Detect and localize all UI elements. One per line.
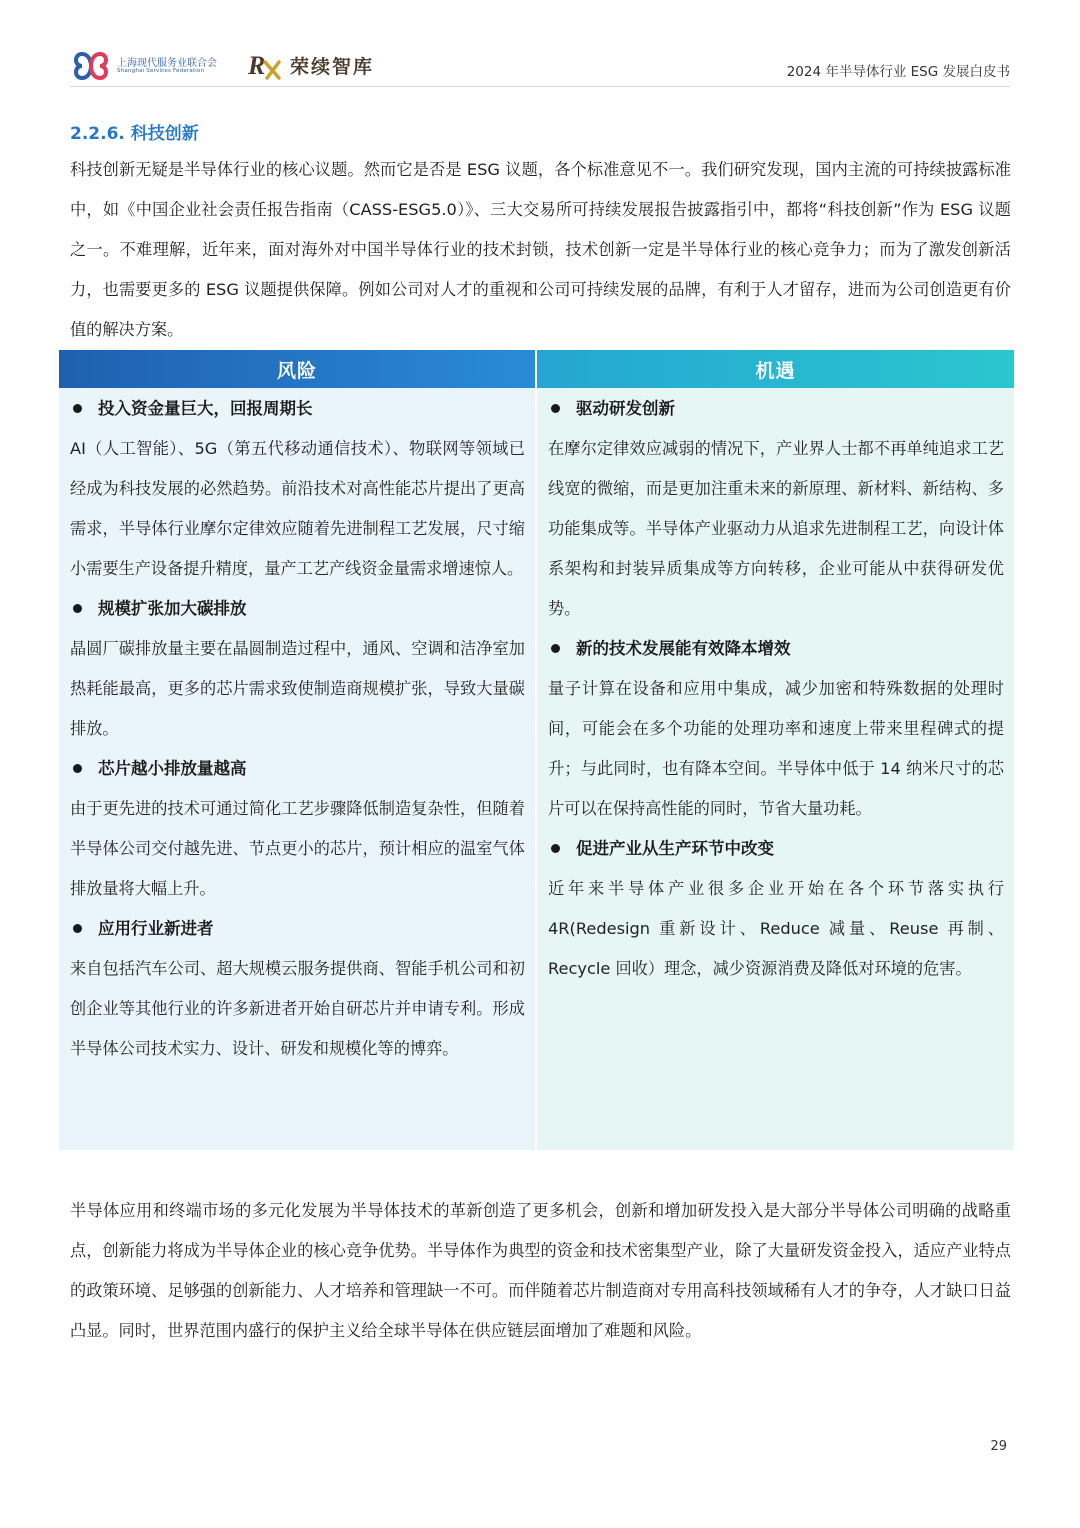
opportunity-item-title: 促进产业从生产环节中改变: [548, 829, 1004, 869]
federation-name: 上海现代服务业联合会: [117, 58, 217, 69]
risk-opportunity-table: [59, 350, 1014, 1150]
opportunity-item-title: 驱动研发创新: [548, 389, 1004, 429]
risk-item-title: 规模扩张加大碳排放: [70, 589, 525, 629]
header-divider: [70, 86, 1010, 87]
brand-name: 荣续智库: [290, 56, 375, 78]
risk-item-body: 由于更先进的技术可通过简化工艺步骤降低制造复杂性，但随着半导体公司交付越先进、节点更小的芯片，预计相应的温室气体排放量将大幅上升。: [70, 799, 525, 898]
opportunity-column-header: 机遇: [537, 350, 1014, 388]
risk-item-body: AI（人工智能）、5G（第五代移动通信技术）、物联网等领域已经成为科技发展的必然趋势。前沿技术对高性能芯片提出了更高需求，半导体行业摩尔定律效应随着先进制程工艺发展，尺寸缩小需要生产设备提升精度，量产工艺产线资金量需求增速惊人。: [70, 439, 525, 578]
bullet-icon: [551, 844, 560, 853]
page-header: [0, 0, 1080, 88]
risk-column-header: 风险: [59, 350, 535, 388]
federation-name-en: Shanghai Services Federation: [117, 68, 205, 74]
risk-item-title: 投入资金量巨大，回报周期长: [70, 389, 525, 429]
bullet-icon: [73, 924, 82, 933]
risk-item-body: 晶圆厂碳排放量主要在晶圆制造过程中，通风、空调和洁净室加热耗能最高，更多的芯片需求致使制造商规模扩张，导致大量碳排放。: [70, 639, 525, 738]
opportunity-item-title: 新的技术发展能有效降本增效: [548, 629, 1004, 669]
risk-item-title: 应用行业新进者: [70, 909, 525, 949]
opportunity-item-body: 在摩尔定律效应减弱的情况下，产业界人士都不再单纯追求工艺线宽的微缩，而是更加注重未来的新原理、新材料、新结构、多功能集成等。半导体产业驱动力从追求先进制程工艺，向设计体系架构和封装异质集成等方向转移，企业可能从中获得研发优势。: [548, 439, 1004, 618]
bullet-icon: [73, 404, 82, 413]
bullet-icon: [551, 644, 560, 653]
bullet-icon: [551, 404, 560, 413]
risk-item-body: 来自包括汽车公司、超大规模云服务提供商、智能手机公司和初创企业等其他行业的许多新进者开始自研芯片并申请专利。形成半导体公司技术实力、设计、研发和规模化等的博弈。: [70, 959, 525, 1058]
bullet-icon: [73, 604, 82, 613]
intro-paragraph: 科技创新无疑是半导体行业的核心议题。然而它是否是 ESG 议题，各个标准意见不一。我们研究发现，国内主流的可持续披露标准中，如《中国企业社会责任报告指南（CASS-ESG5.0）》、三大交易所可持续发展报告披露指引中，都将“科技创新”作为 ESG 议题之一。不难理解，近年来，面对海外对中国半导体行业的技术封锁，技术创新一定是半导体行业的核心竞争力；而为了激发创新活力，也需要更多的 ESG 议题提供保障。例如公司对人才的重视和公司可持续发展的品牌，有利于人才留存，进而为公司创造更有价值的解决方案。: [70, 160, 1011, 339]
document-title: 2024 年半导体行业 ESG 发展白皮书: [786, 64, 1010, 80]
bullet-icon: [73, 764, 82, 773]
rx-logo-icon: [248, 50, 282, 80]
section-heading: 2.2.6. 科技创新: [70, 124, 199, 144]
page-number: 29: [990, 1439, 1007, 1454]
opportunity-item-body: 近年来半导体产业很多企业开始在各个环节落实执行 4R(Redesign 重新设计、Reduce 减量、Reuse 再制、Recycle 回收）理念，减少资源消费及降低对环境的危害。: [548, 879, 1004, 978]
opportunity-item-body: 量子计算在设备和应用中集成，减少加密和特殊数据的处理时间，可能会在多个功能的处理功率和速度上带来里程碑式的提升；与此同时，也有降本空间。半导体中低于 14 纳米尺寸的芯片可以在保持高性能的同时，节省大量功耗。: [548, 679, 1004, 818]
federation-logo-icon: [72, 50, 110, 82]
svg-text:R: R: [248, 51, 266, 80]
conclusion-paragraph: 半导体应用和终端市场的多元化发展为半导体技术的革新创造了更多机会，创新和增加研发投入是大部分半导体公司明确的战略重点，创新能力将成为半导体企业的核心竞争优势。半导体作为典型的资金和技术密集型产业，除了大量研发资金投入，适应产业特点的政策环境、足够强的创新能力、人才培养和管理缺一不可。而伴随着芯片制造商对专用高科技领域稀有人才的争夺，人才缺口日益凸显。同时，世界范围内盛行的保护主义给全球半导体在供应链层面增加了难题和风险。: [70, 1201, 1011, 1340]
risk-column: [59, 388, 535, 1150]
risk-item-title: 芯片越小排放量越高: [70, 749, 525, 789]
opportunity-column: [537, 388, 1014, 1150]
